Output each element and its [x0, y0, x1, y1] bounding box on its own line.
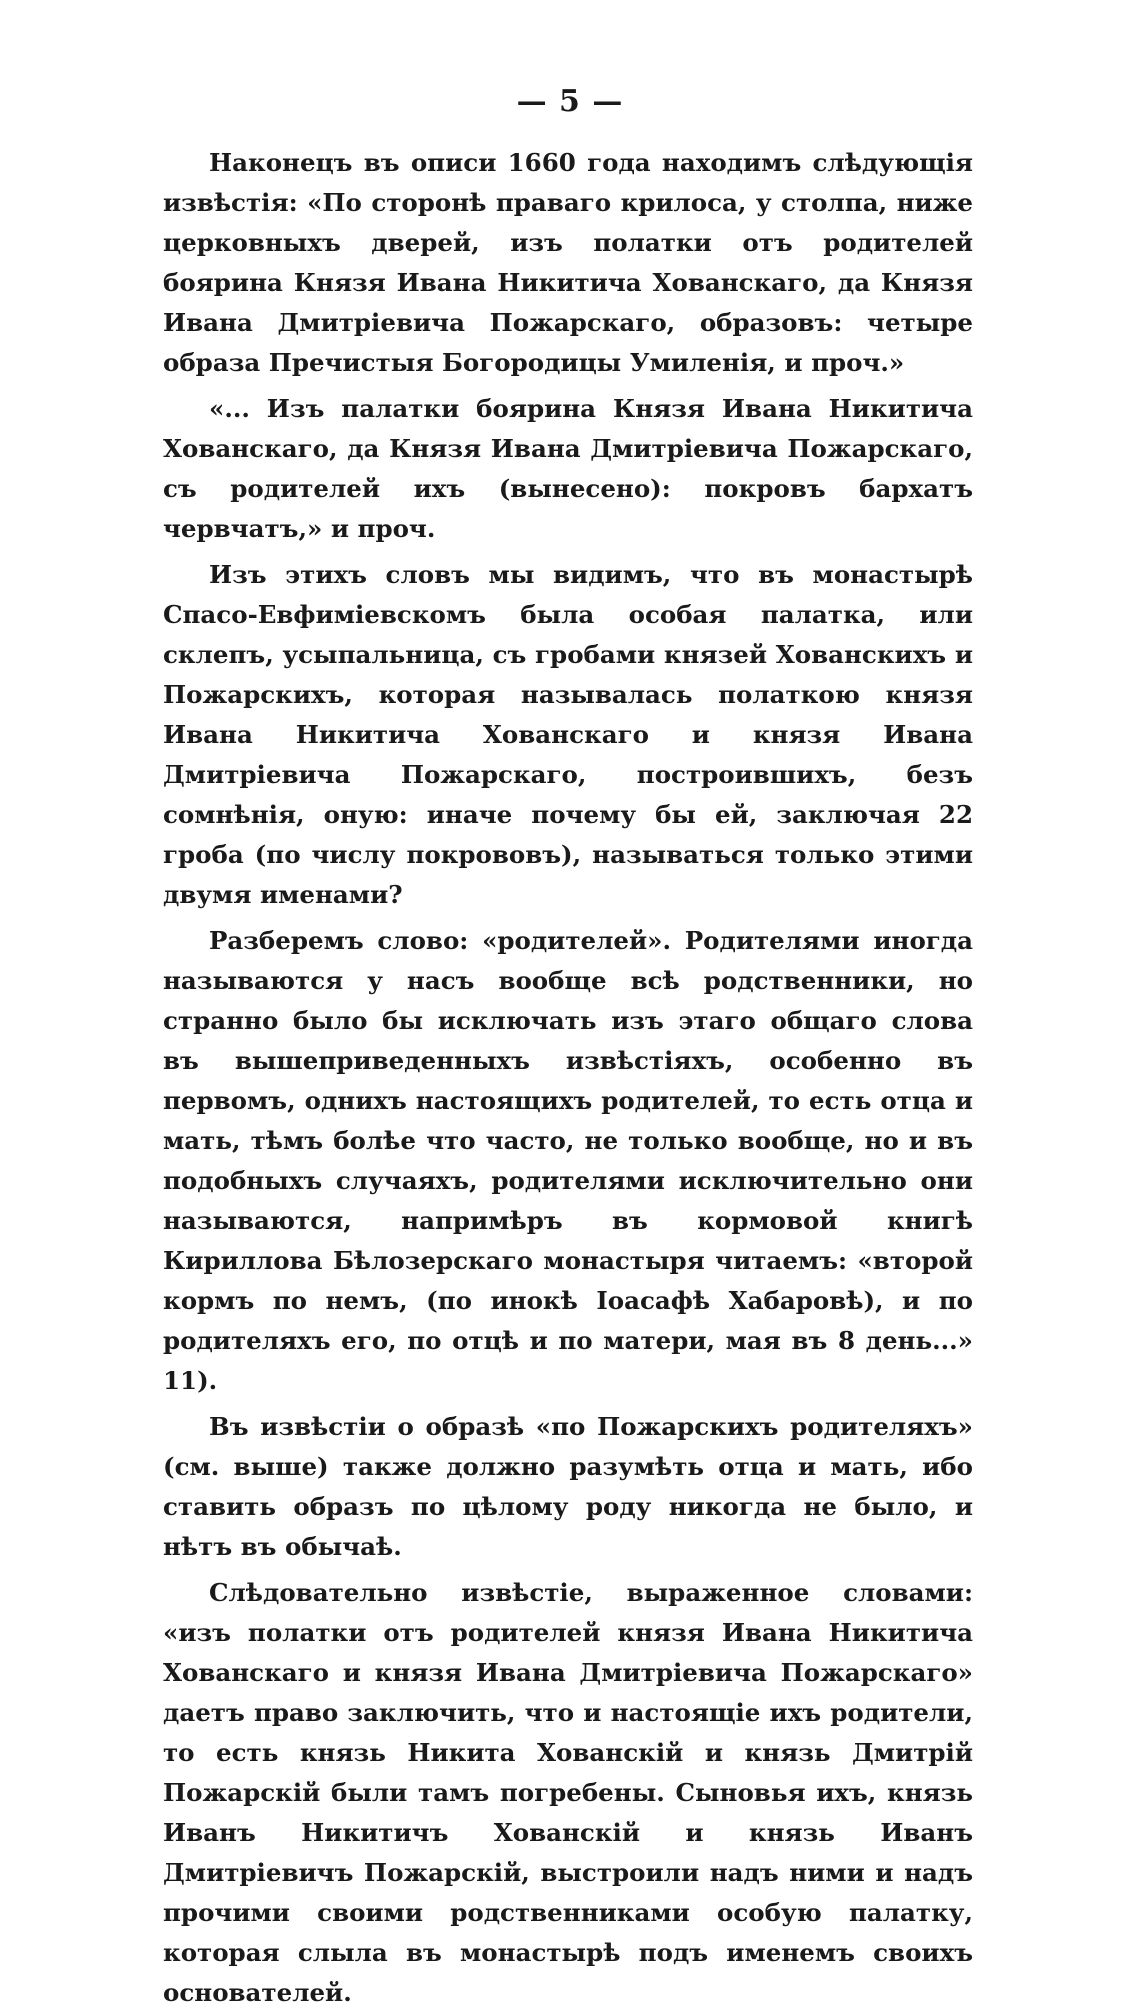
paragraph: Изъ этихъ словъ мы видимъ, что въ монастырѣ Спасо-Евфиміевскомъ была особая палатка, или склепъ, усыпальница, съ гробами князей Хованскихъ и Пожарскихъ, которая называлась полаткою князя Ивана Никитича Хованскаго и князя Ивана Дмитріевича Пожарскаго, построившихъ, безъ сомнѣнія, оную: иначе почему бы ей, заключая 22 гроба (по числу покрововъ), называться только этими двумя именами?	[163, 560, 973, 909]
page-number: — 5 —	[516, 84, 624, 119]
paragraph: Наконецъ въ описи 1660 года находимъ слѣдующія извѣстія: «По сторонѣ праваго крилоса, у столпа, ниже церковныхъ дверей, изъ полатки отъ родителей боярина Князя Ивана Никитича Хованскаго, да Князя Ивана Дмитріевича Пожарскаго, образовъ: четыре образа Пречистыя Богородицы Умиленія, и проч.»	[163, 148, 973, 377]
paragraph: Въ извѣстіи о образѣ «по Пожарскихъ родителяхъ» (см. выше) также должно разумѣть отца и мать, ибо ставить образъ по цѣлому роду никогда не было, и нѣтъ въ обычаѣ.	[163, 1412, 973, 1561]
paragraph: «... Изъ палатки боярина Князя Ивана Никитича Хованскаго, да Князя Ивана Дмитріевича Пожарскаго, съ родителей ихъ (вынесено): покровъ бархатъ червчатъ,» и проч.	[163, 394, 973, 543]
paragraph: Разберемъ слово: «родителей». Родителями иногда называются у насъ вообще всѣ родственники, но странно было бы исключать изъ этаго общаго слова въ вышеприведенныхъ извѣстіяхъ, особенно въ первомъ, однихъ настоящихъ родителей, то есть отца и мать, тѣмъ болѣе что часто, не только вообще, но и въ подобныхъ случаяхъ, родителями исключительно они называются, напримѣръ въ кормовой книгѣ Кириллова Бѣлозерскаго монастыря читаемъ: «второй кормъ по немъ, (по инокѣ Іоасафѣ Хабаровѣ), и по родителяхъ его, по отцѣ и по матери, мая въ 8 день...» 11).	[163, 926, 973, 1395]
paragraph: Слѣдовательно извѣстіе, выраженное словами: «изъ полатки отъ родителей князя Ивана Никитича Хованскаго и князя Ивана Дмитріевича Пожарскаго» даетъ право заключить, что и настоящіе ихъ родители, то есть князь Никита Хованскій и князь Дмитрій Пожарскій были тамъ погребены. Сыновья ихъ, князь Иванъ Никитичъ Хованскій и князь Иванъ Дмитріевичъ Пожарскій, выстроили надъ ними и надъ прочими своими родственниками особую палатку, которая слыла въ монастырѣ подъ именемъ своихъ основателей.	[163, 1578, 973, 2007]
body-text	[163, 143, 973, 2013]
